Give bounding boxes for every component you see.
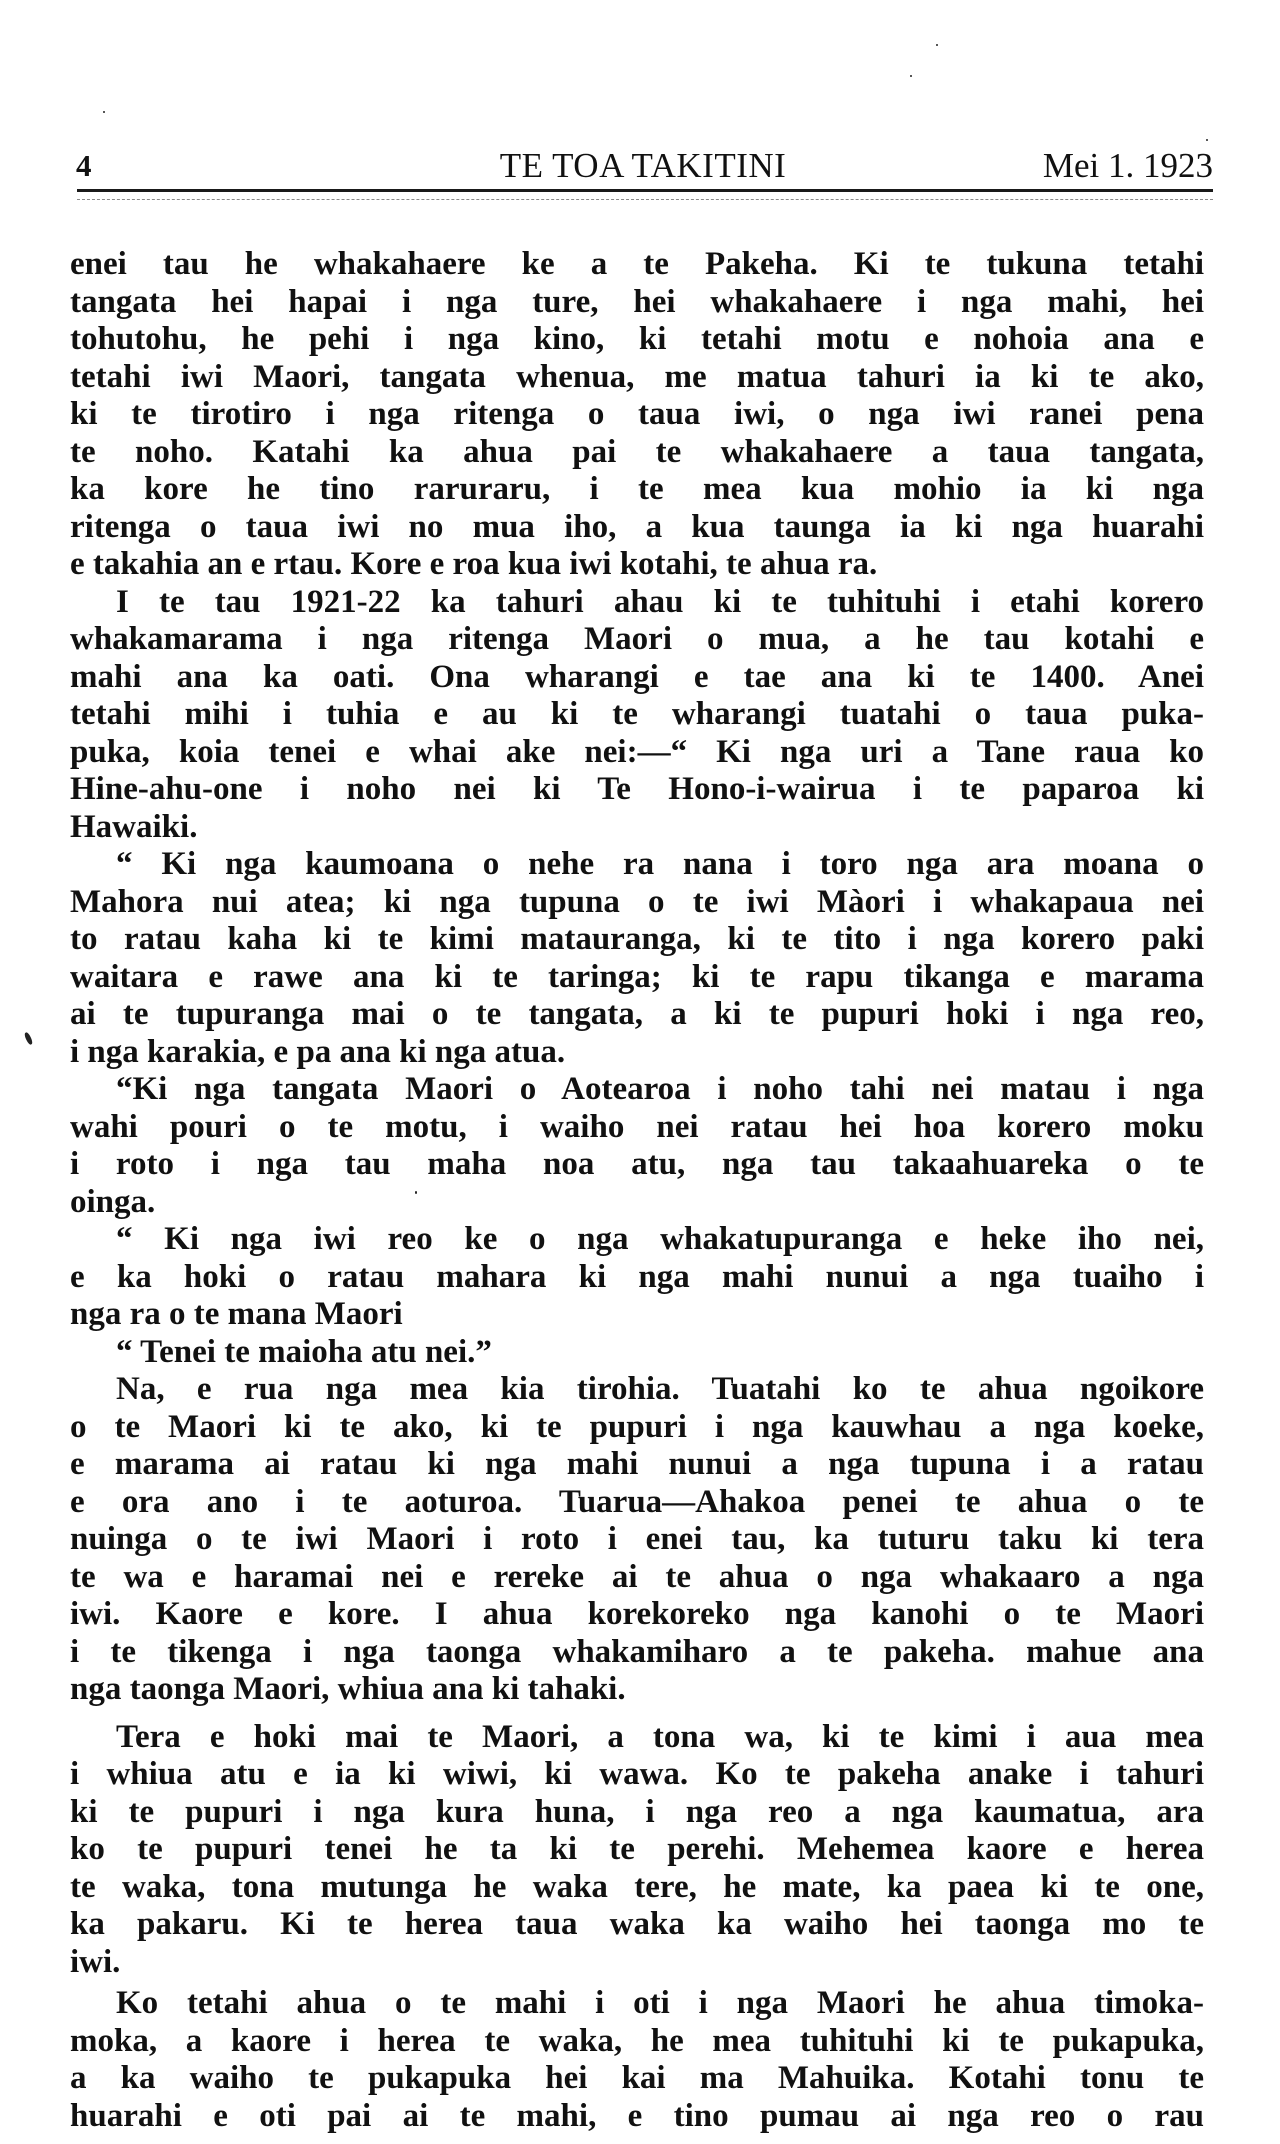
text-line: waitara e rawe ana ki te taringa; ki te rapu tikanga e marama [70,958,1204,995]
text-line: to ratau kaha ki te kimi matauranga, ki te tito i nga korero paki [70,921,1204,957]
paragraph-first-line: enei tau he whakahaere ke a te Pakeha. Ki te tukuna tetahi [70,246,1204,282]
text-line: e ora ano i te aoturoa. Tuarua—Ahakoa penei te ahua o te [70,1483,1204,1520]
text-line: iwi. [70,1943,121,1980]
print-speck [415,1191,417,1194]
text-line: i te tikenga i nga taonga whakamiharo a te pakeha. mahue ana [70,1633,1204,1670]
text-line: ko te pupuri tenei he ta ki te perehi. Mehemea kaore e herea [70,1831,1204,1867]
text-line: te wa e haramai nei e rereke ai te ahua o nga whakaaro a nga [70,1558,1204,1595]
print-speck [23,1032,33,1046]
text-line: te waka, tona mutunga he waka tere, he mate, ka paea ki te one, [70,1868,1204,1905]
text-line: te noho. Katahi ka ahua pai te whakahaere a taua tangata, [70,433,1204,470]
text-line: Mahora nui atea; ki nga tupuna o te iwi Màori i whakapaua nei [70,883,1204,920]
print-speck [103,111,105,113]
text-line: e ka hoki o ratau mahara ki nga mahi nunui a nga tuaiho i [70,1258,1204,1295]
text-line: puka, koia tenei e whai ake nei:—“ Ki nga uri a Tane raua ko [70,733,1204,770]
text-line: o te Maori ki te ako, ki te pupuri i nga kauwhau a nga koeke, [70,1408,1204,1445]
paragraph-first-line: Na, e rua nga mea kia tirohia. Tuatahi ko te ahua ngoikore [116,1371,1204,1407]
text-line: ai te tupuranga mai o te tangata, a ki te pupuri hoki i nga reo, [70,996,1204,1032]
text-line: Hawaiki. [70,808,198,845]
text-line: nga ra o te mana Maori [70,1296,403,1332]
text-line: huarahi e oti pai ai te mahi, e tino pumau ai nga reo o rau [70,2097,1204,2134]
paragraph-first-line: Ko tetahi ahua o te mahi i oti i nga Maori he ahua timoka- [116,1985,1204,2021]
paragraph-first-line: “ Ki nga kaumoana o nehe ra nana i toro nga ara moana o [116,846,1204,882]
paragraph-first-line: “ Tenei te maioha atu nei.” [116,1333,492,1370]
paragraph-first-line: “ Ki nga iwi reo ke o nga whakatupuranga e heke iho nei, [116,1221,1204,1257]
publication-title: TE TOA TAKITINI [499,146,787,185]
paragraph-first-line: I te tau 1921-22 ka tahuri ahau ki te tuhituhi i etahi korero [116,583,1204,620]
text-line: moka, a kaore i herea te waka, he mea tuhituhi ki te pukapuka, [70,2022,1204,2059]
text-line: i roto i nga tau maha noa atu, nga tau takaahuareka o te [70,1146,1204,1182]
text-line: a ka waiho te pukapuka hei kai ma Mahuika. Kotahi tonu te [70,2060,1204,2096]
text-line: tangata hei hapai i nga ture, hei whakahaere i nga mahi, hei [70,283,1204,320]
print-speck [936,44,938,46]
text-line: tetahi mihi i tuhia e au ki te wharangi tuatahi o taua puka- [70,696,1204,732]
text-line: e marama ai ratau ki nga mahi nunui a nga tupuna i a ratau [70,1446,1204,1482]
text-line: ritenga o taua iwi no mua iho, a kua taunga ia ki nga huarahi [70,508,1204,545]
page-number: 4 [76,148,92,183]
text-line: Hine-ahu-one i noho nei ki Te Hono-i-wairua i te paparoa ki [70,771,1204,807]
paragraph-first-line: Tera e hoki mai te Maori, a tona wa, ki te kimi i aua mea [116,1718,1204,1755]
text-line: nuinga o te iwi Maori i roto i enei tau, ka tuturu taku ki tera [70,1521,1204,1557]
print-speck [1206,139,1208,141]
issue-date: Mei 1. 1923 [1042,146,1213,185]
article-body [70,246,1204,2135]
text-line: wahi pouri o te motu, i waiho nei ratau hei hoa korero moku [70,1108,1204,1145]
text-line: tohutohu, he pehi i nga kino, ki tetahi motu e nohoia ana e [70,321,1204,357]
header-rule-thin [77,199,1213,200]
text-line: oinga. [70,1183,156,1220]
text-line: mahi ana ka oati. Ona wharangi e tae ana ki te 1400. Anei [70,658,1204,695]
text-line: e takahia an e rtau. Kore e roa kua iwi kotahi, te ahua ra. [70,546,878,582]
paragraph-first-line: “Ki nga tangata Maori o Aotearoa i noho tahi nei matau i nga [116,1071,1204,1107]
text-line: ki te pupuri i nga kura huna, i nga reo a nga kaumatua, ara [70,1793,1204,1830]
text-line: tetahi iwi Maori, tangata whenua, me matua tahuri ia ki te ako, [70,358,1204,395]
text-line: iwi. Kaore e kore. I ahua korekoreko nga kanohi o te Maori [70,1596,1204,1632]
text-line: i whiua atu e ia ki wiwi, ki wawa. Ko te pakeha anake i tahuri [70,1756,1204,1792]
header-rule [77,189,1213,192]
print-speck [910,75,912,77]
text-line: i nga karakia, e pa ana ki nga atua. [70,1033,566,1070]
text-line: whakamarama i nga ritenga Maori o mua, a he tau kotahi e [70,621,1204,657]
text-line: ki te tirotiro i nga ritenga o taua iwi, o nga iwi ranei pena [70,396,1204,432]
text-line: ka kore he tino raruraru, i te mea kua mohio ia ki nga [70,471,1204,507]
text-line: nga taonga Maori, whiua ana ki tahaki. [70,1671,626,1707]
text-line: ka pakaru. Ki te herea taua waka ka waiho hei taonga mo te [70,1906,1204,1942]
